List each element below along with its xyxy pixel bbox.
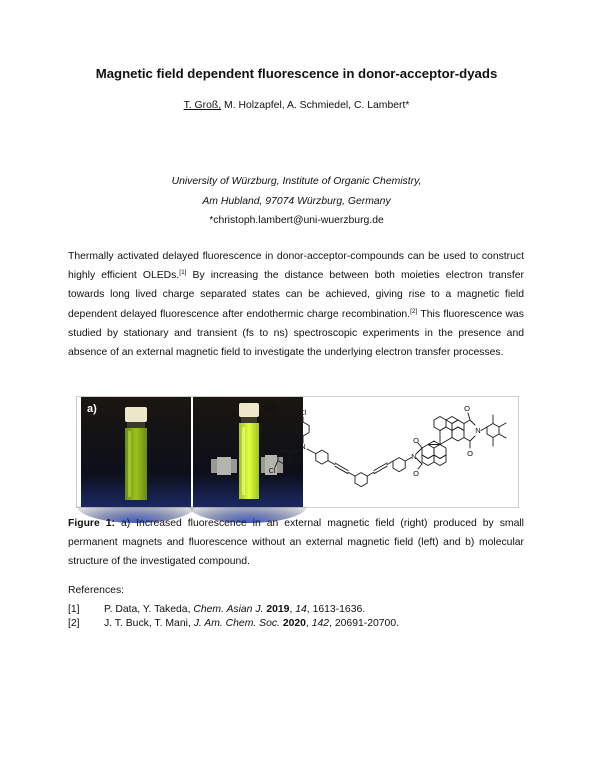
oxygen-label-4: O — [467, 449, 473, 458]
chlorine-label-top: Cl — [299, 408, 307, 417]
references-heading: References: — [68, 585, 125, 596]
author-list — [0, 100, 593, 111]
oxygen-label-2: O — [413, 469, 419, 478]
presenting-author: T. Groß, — [183, 100, 222, 111]
contact-email: *christoph.lambert@uni-wuerzburg.de — [209, 215, 384, 226]
citation-2: [2] — [410, 307, 418, 315]
imide-nitrogen-label-2: N — [475, 426, 481, 435]
abstract-text-1: Thermally activated delayed fluorescence in donor-acceptor-compounds can be used to construct highly efficient OLEDs. — [68, 251, 524, 282]
abstract-paragraph — [68, 247, 524, 362]
citation-1: [1] — [179, 269, 187, 277]
reference-number: [1] — [68, 604, 80, 615]
abstract-text-3: This fluorescence was studied by stationary and transient (fs to ns) spectroscopic experiments in the presence and absence of an external magnetic field to investigate the underlying electron transfer processes. — [68, 308, 524, 359]
amine-nitrogen-label: N — [300, 442, 306, 451]
oxygen-label-1: O — [413, 436, 419, 445]
panel-label-b: b) — [265, 403, 276, 415]
chlorine-label-left: Cl — [268, 466, 276, 475]
paper-title: Magnetic field dependent fluorescence in donor-acceptor-dyads — [95, 66, 498, 81]
co-authors: M. Holzapfel, A. Schmiedel, C. Lambert* — [221, 100, 410, 111]
figure-1 — [76, 396, 519, 508]
reference-item: [2] J. T. Buck, T. Mani, J. Am. Chem. Soc. 2020, 142, 20691-20700. — [68, 618, 399, 629]
molecular-structure — [268, 397, 518, 507]
panel-label-a: a) — [87, 403, 97, 415]
abstract-text-2: By increasing the distance between both moieties electron transfer towards long lived charge separated states can be achieved, giving rise to a magnetic field dependent delayed fluorescence after endothermic charge recombination. — [68, 270, 525, 320]
vial-photo-no-field — [81, 397, 191, 507]
affiliation-line-2: Am Hubland, 97074 Würzburg, Germany — [202, 196, 391, 207]
affiliation-line-1: University of Würzburg, Institute of Organic Chemistry, — [171, 176, 422, 187]
reference-item: [1] P. Data, Y. Takeda, Chem. Asian J. 2019, 14, 1613-1636. — [68, 604, 366, 615]
imide-nitrogen-label-1: N — [411, 452, 417, 461]
figure-caption — [68, 514, 524, 572]
figure-caption-text: a) Increased fluorescence in an external magnetic field (right) produced by small permanent magnets and fluorescence without an external magnetic field (left) and b) molecular structure of the investigated compound. — [68, 518, 524, 568]
reference-number: [2] — [68, 618, 80, 629]
oxygen-label-3: O — [464, 404, 470, 413]
figure-caption-label: Figure 1: — [68, 518, 115, 529]
